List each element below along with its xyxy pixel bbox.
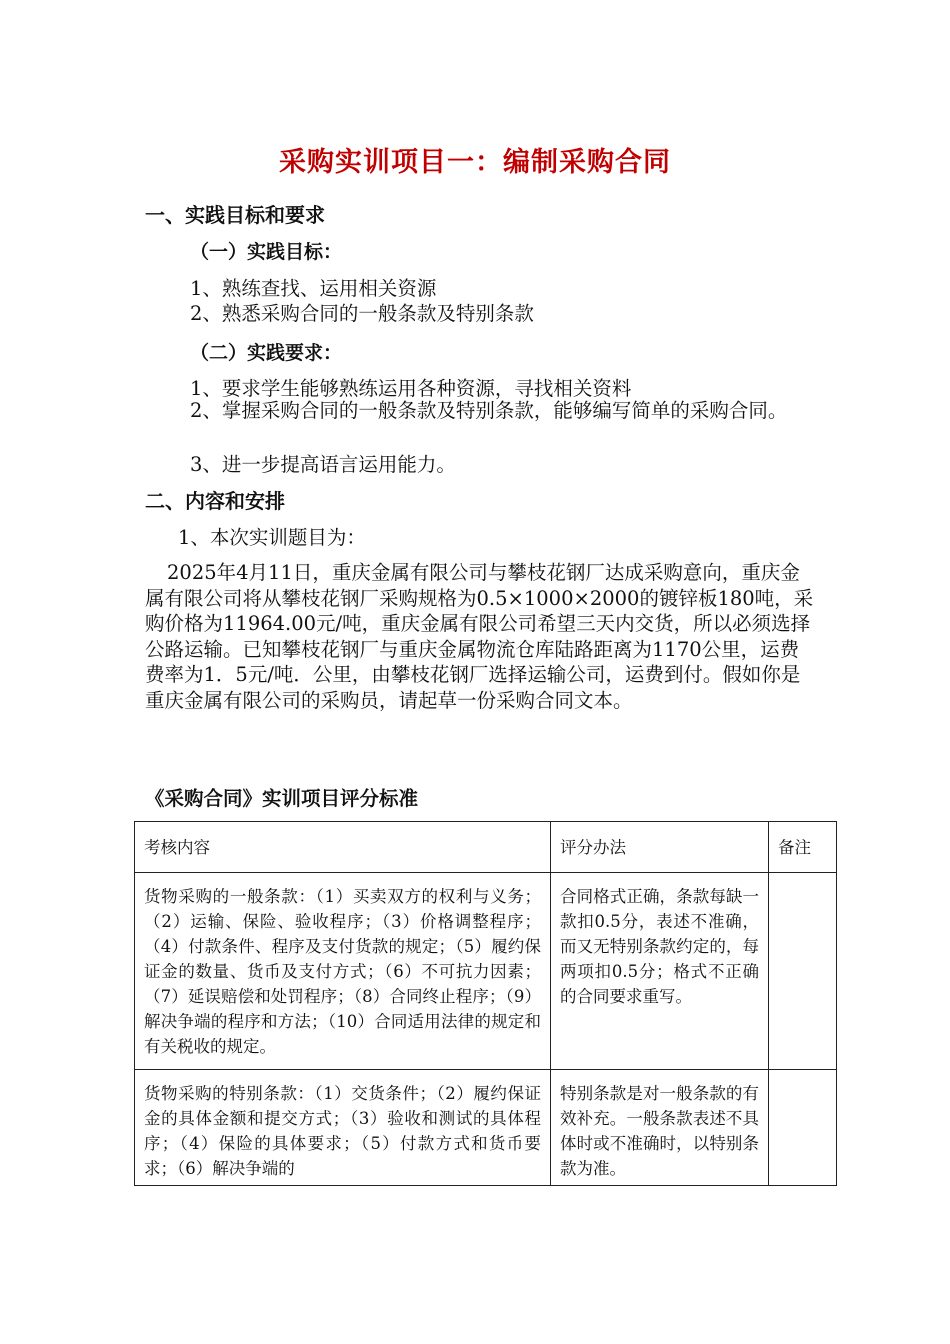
goals-heading: （一）实践目标：: [190, 241, 343, 263]
header-method: 评分办法: [551, 822, 769, 873]
task-label: 1、本次实训题目为：: [178, 526, 366, 549]
goal-item-2: 2、熟悉采购合同的一般条款及特别条款: [190, 302, 534, 325]
header-content: 考核内容: [135, 822, 551, 873]
requirement-item-1: 1、要求学生能够熟练运用各种资源，寻找相关资料: [190, 377, 632, 400]
scoring-table: [134, 821, 837, 1186]
requirement-item-2: 2、掌握采购合同的一般条款及特别条款，能够编写简单的采购合同。: [190, 399, 788, 422]
table-row: [135, 1070, 837, 1186]
section2-heading: 二、内容和安排: [145, 489, 285, 513]
task-paragraph: 2025年4月11日，重庆金属有限公司与攀枝花钢厂达成采购意向，重庆金属有限公司将从攀枝花钢厂采购规格为0.5×1000×2000的镀锌板180吨，采购价格为11964.00元/吨，重庆金属有限公司希望三天内交货，所以必须选择公路运输。已知攀枝花钢厂与重庆金属物流仓库陆路距离为1170公里，运费费率为1．5元/吨．公里，由攀枝花钢厂选择运输公司，运费到付。假如你是重庆金属有限公司的采购员，请起草一份采购合同文本。: [145, 561, 814, 712]
row2-note: [769, 1070, 837, 1186]
row1-note: [769, 873, 837, 1070]
document-title: 采购实训项目一：编制采购合同: [279, 147, 671, 178]
row2-method: 特别条款是对一般条款的有效补充。一般条款表述不具体时或不准确时，以特别条款为准。: [551, 1070, 769, 1186]
row1-content: 货物采购的一般条款：（1）买卖双方的权利与义务；（2）运输、保险、验收程序；（3）价格调整程序；（4）付款条件、程序及支付货款的规定；（5）履约保证金的数量、货币及支付方式；（6）不可抗力因素；（7）延误赔偿和处罚程序；（8）合同终止程序；（9）解决争端的程序和方法；（10）合同适用法律的规定和有关税收的规定。: [135, 873, 551, 1070]
row1-method: 合同格式正确，条款每缺一款扣0.5分，表述不准确，而又无特别条款约定的，每两项扣0.5分；格式不正确的合同要求重写。: [551, 873, 769, 1070]
table-header-row: [135, 822, 837, 873]
table-row: [135, 873, 837, 1070]
goal-item-1: 1、熟练查找、运用相关资源: [190, 277, 437, 300]
requirements-heading: （二）实践要求：: [190, 342, 343, 364]
section1-heading: 一、实践目标和要求: [145, 203, 325, 227]
header-note: 备注: [769, 822, 837, 873]
scoring-table-title: 《采购合同》实训项目评分标准: [145, 787, 419, 810]
requirement-item-3: 3、进一步提高语言运用能力。: [190, 453, 456, 476]
row2-content: 货物采购的特别条款：（1）交货条件；（2）履约保证金的具体金额和提交方式；（3）验收和测试的具体程序；（4）保险的具体要求；（5）付款方式和货币要求；（6）解决争端的: [135, 1070, 551, 1186]
